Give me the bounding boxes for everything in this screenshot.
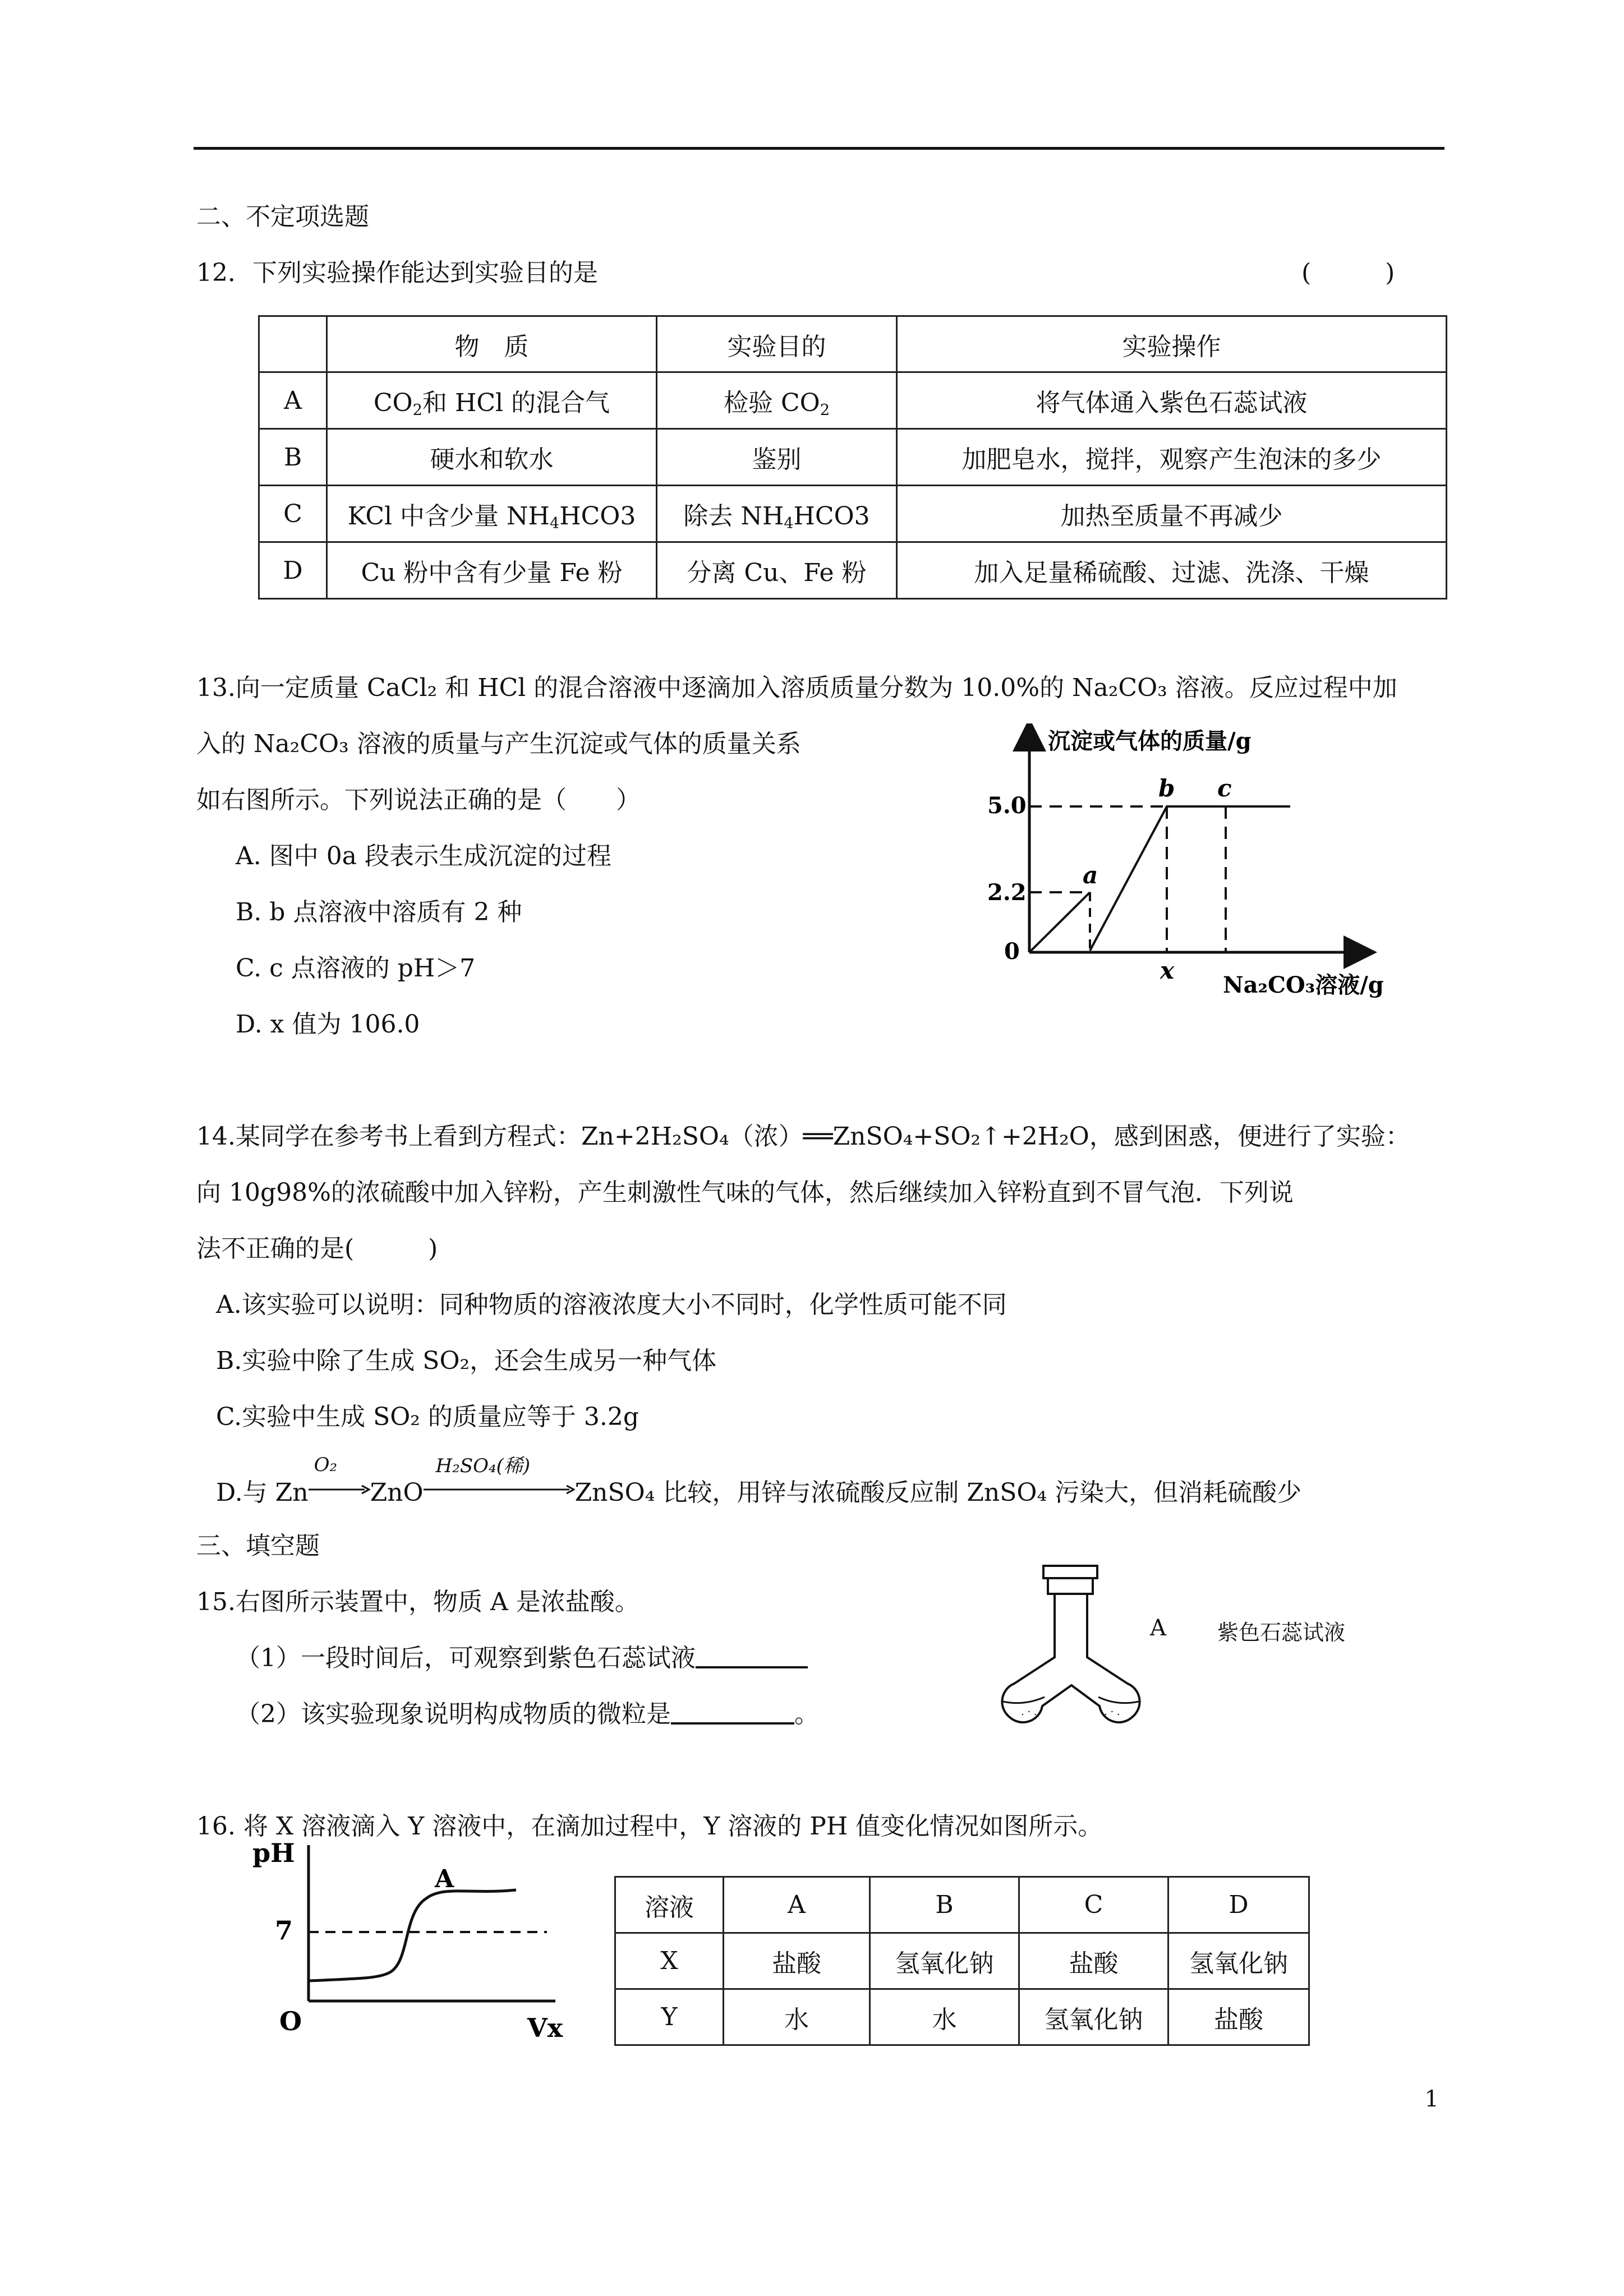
table-cell: 氢氧化钠 bbox=[1168, 1933, 1309, 1989]
q14-option-c: C.实验中生成 SO₂ 的质量应等于 3.2g bbox=[216, 1403, 640, 1431]
table-row bbox=[259, 542, 1447, 599]
q14-option-d-rest: ZnSO₄ 比较，用锌与浓硫酸反应制 ZnSO₄ 污染大，但消耗硫酸少 bbox=[574, 1478, 1302, 1507]
q14-option-d bbox=[216, 1454, 1302, 1508]
q13-option-b: B. b 点溶液中溶质有 2 种 bbox=[236, 898, 522, 926]
section-heading: 三、填空题 bbox=[196, 1532, 320, 1560]
q12-stem: 12．下列实验操作能达到实验目的是 bbox=[196, 259, 598, 287]
q12-answer-paren: ( ) bbox=[1301, 259, 1395, 287]
y-tube-apparatus bbox=[987, 1565, 1156, 1733]
q14-line-3: 法不正确的是( ) bbox=[196, 1234, 438, 1263]
stopper-top bbox=[1043, 1566, 1097, 1578]
table-cell: 氢氧化钠 bbox=[870, 1933, 1019, 1989]
y-tick-2-2: 2.2 bbox=[987, 879, 1027, 906]
q14-option-d-prefix: D.与 Zn bbox=[216, 1478, 309, 1507]
label-substance-a: A bbox=[1150, 1615, 1166, 1641]
gas-line bbox=[1029, 892, 1090, 952]
stopper bbox=[1048, 1578, 1093, 1594]
q14-line-2: 向 10g98%的浓硫酸中加入锌粉，产生刺激性气味的气体，然后继续加入锌粉直到不冒气泡．下列说 bbox=[196, 1178, 1294, 1207]
q14-option-b: B.实验中除了生成 SO₂，还会生成另一种气体 bbox=[216, 1347, 717, 1375]
row-label: D bbox=[259, 542, 327, 599]
q15-part-2: （2）该实验现象说明构成物质的微粒是 。 bbox=[236, 1700, 819, 1728]
substance-cell: Cu 粉中含有少量 Fe 粉 bbox=[327, 542, 657, 599]
y-axis-label: 沉淀或气体的质量/g bbox=[1048, 728, 1252, 754]
q13-option-a: A. 图中 0a 段表示生成沉淀的过程 bbox=[236, 842, 611, 870]
operation-cell: 加肥皂水，搅拌，观察产生泡沫的多少 bbox=[897, 429, 1447, 486]
table-cell: 水 bbox=[870, 1989, 1019, 2045]
liquid-dots: . · . bbox=[1021, 1706, 1037, 1718]
y-tick-5: 5.0 bbox=[987, 792, 1027, 819]
header-cell: A bbox=[724, 1877, 870, 1933]
header-cell: B bbox=[870, 1877, 1019, 1933]
table-row bbox=[259, 372, 1447, 429]
liquid-dots: . · . bbox=[1104, 1706, 1120, 1718]
q16-stem: 16. 将 X 溶液滴入 Y 溶液中，在滴加过程中，Y 溶液的 PH 值变化情况如图所示。 bbox=[196, 1812, 1103, 1841]
q13-line-2: 入的 Na₂CO₃ 溶液的质量与产生沉淀或气体的质量关系 bbox=[196, 730, 801, 758]
y-tick-0: 0 bbox=[1004, 938, 1020, 965]
y-tick-7: 7 bbox=[275, 1915, 293, 1945]
q13-line-3: 如右图所示。下列说法正确的是（ ） bbox=[196, 786, 641, 814]
precipitate-line bbox=[1090, 806, 1290, 951]
curve-label: A bbox=[435, 1865, 454, 1893]
q16-ph-chart bbox=[241, 1834, 578, 2047]
q12-header-cell: 实验目的 bbox=[657, 316, 897, 372]
operation-cell: 将气体通入紫色石蕊试液 bbox=[897, 372, 1447, 429]
q12-header-cell bbox=[259, 316, 327, 372]
answer-blank[interactable] bbox=[696, 1644, 808, 1668]
x-value-label: x bbox=[1160, 957, 1175, 984]
reaction-arrow bbox=[424, 1455, 575, 1501]
header-cell: D bbox=[1168, 1877, 1309, 1933]
table-cell: Y bbox=[615, 1989, 724, 2045]
table-cell: 水 bbox=[724, 1989, 870, 2045]
arrow-reagent-o2: O₂ bbox=[314, 1454, 338, 1476]
table-row bbox=[615, 1877, 1309, 1933]
liquid-level-right bbox=[1098, 1697, 1139, 1703]
page-number: 1 bbox=[1424, 2086, 1439, 2112]
q14-option-a: A.该实验可以说明：同种物质的溶液浓度大小不同时，化学性质可能不同 bbox=[216, 1290, 1007, 1319]
q15-stem: 15.右图所示装置中，物质 A 是浓盐酸。 bbox=[196, 1588, 640, 1616]
purpose-cell: 鉴别 bbox=[657, 429, 897, 486]
ph-curve bbox=[309, 1890, 516, 1981]
table-cell: 盐酸 bbox=[1168, 1989, 1309, 2045]
header-cell: 溶液 bbox=[615, 1877, 724, 1933]
section-heading: 二、不定项选题 bbox=[196, 202, 369, 231]
purpose-cell: 除去 $NH_4HCO3$ bbox=[657, 486, 897, 542]
table-cell: 盐酸 bbox=[724, 1933, 870, 1989]
table-row bbox=[615, 1933, 1309, 1989]
q13-option-c: C. c 点溶液的 pH＞7 bbox=[236, 954, 476, 983]
origin-label: O bbox=[279, 2006, 302, 2036]
q15-part-1: （1）一段时间后，可观察到紫色石蕊试液 bbox=[236, 1638, 808, 1673]
q14-option-d-zno: ZnO bbox=[370, 1478, 424, 1507]
q12-header-cell: 物 质 bbox=[327, 316, 657, 372]
table-row bbox=[259, 486, 1447, 542]
point-a-label: a bbox=[1083, 861, 1098, 889]
operation-cell: 加热至质量不再减少 bbox=[897, 486, 1447, 542]
liquid-level-left bbox=[1003, 1697, 1045, 1703]
table-row bbox=[259, 429, 1447, 486]
table-cell: 氢氧化钠 bbox=[1019, 1989, 1168, 2045]
q12-table-header bbox=[259, 316, 1447, 372]
q13-mass-chart bbox=[976, 723, 1414, 1015]
operation-cell: 加入足量稀硫酸、过滤、洗涤、干燥 bbox=[897, 542, 1447, 599]
point-c-label: c bbox=[1217, 774, 1232, 802]
substance-cell: 硬水和软水 bbox=[327, 429, 657, 486]
table-row bbox=[615, 1989, 1309, 2045]
row-label: C bbox=[259, 486, 327, 542]
purpose-cell: 分离 Cu、Fe 粉 bbox=[657, 542, 897, 599]
q14-line-1: 14.某同学在参考书上看到方程式：Zn+2H₂SO₄（浓）══ZnSO₄+SO₂↑+2H₂O，感到困惑，便进行了实验： bbox=[196, 1122, 1410, 1151]
reaction-arrow bbox=[309, 1454, 370, 1501]
substance-cell: KCl 中含少量 $NH_4HCO3$ bbox=[327, 486, 657, 542]
answer-blank[interactable] bbox=[671, 1700, 794, 1725]
purpose-cell: 检验 $CO_2$ bbox=[657, 372, 897, 429]
table-cell: X bbox=[615, 1933, 724, 1989]
label-litmus: 紫色石蕊试液 bbox=[1217, 1620, 1346, 1645]
header-rule bbox=[194, 147, 1444, 150]
y-axis-label: pH bbox=[252, 1838, 295, 1868]
x-axis-label: Na₂CO₃溶液/g bbox=[1223, 972, 1384, 998]
q12-header-cell: 实验操作 bbox=[897, 316, 1447, 372]
q13-option-d: D. x 值为 106.0 bbox=[236, 1010, 420, 1039]
header-cell: C bbox=[1019, 1877, 1168, 1933]
q16-table bbox=[614, 1876, 1310, 2046]
table-cell: 盐酸 bbox=[1019, 1933, 1168, 1989]
q13-line-1: 13.向一定质量 CaCl₂ 和 HCl 的混合溶液中逐滴加入溶质质量分数为 10.0%的 Na₂CO₃ 溶液。反应过程中加 bbox=[196, 674, 1397, 702]
point-b-label: b bbox=[1158, 774, 1175, 802]
row-label: B bbox=[259, 429, 327, 486]
arrow-reagent-h2so4: H₂SO₄(稀) bbox=[435, 1455, 531, 1477]
substance-cell: $CO_2$和 HCl 的混合气 bbox=[327, 372, 657, 429]
x-axis-label: Vx bbox=[527, 2013, 563, 2043]
q12-table bbox=[258, 315, 1447, 600]
row-label: A bbox=[259, 372, 327, 429]
